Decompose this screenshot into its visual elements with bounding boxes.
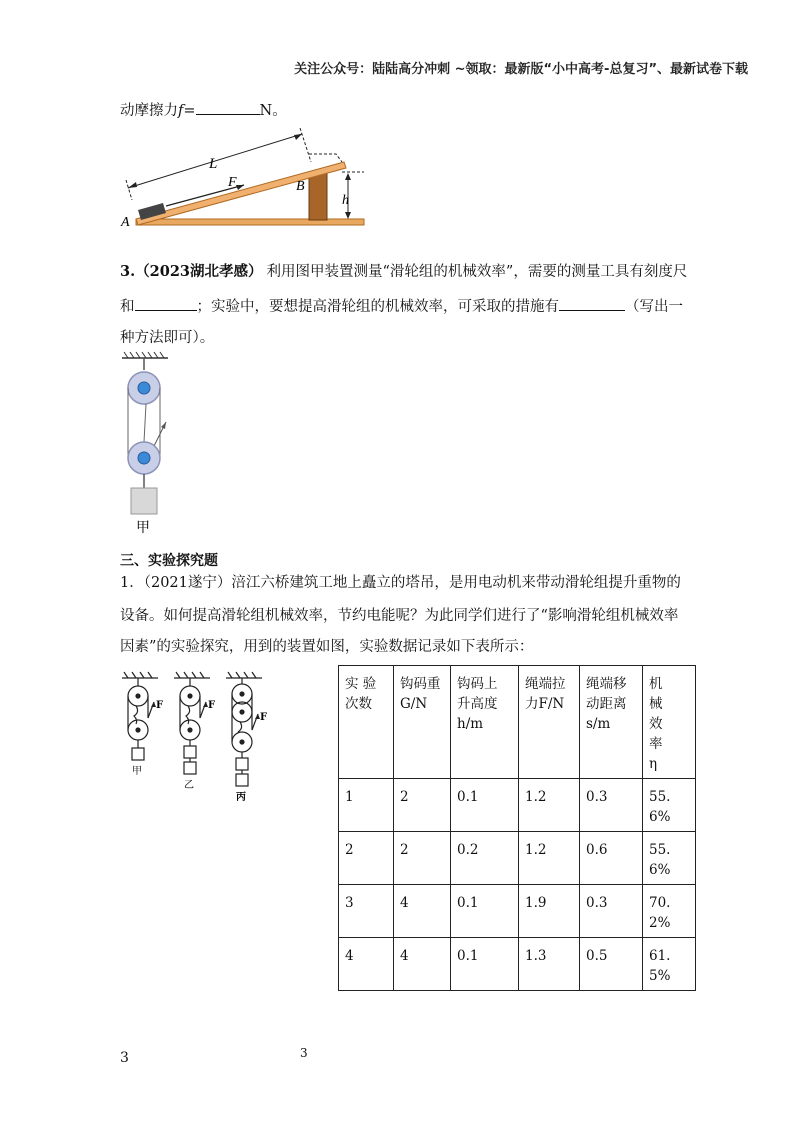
corner-dash <box>309 154 342 162</box>
weight-block <box>131 488 157 514</box>
header-weight: 钩码重 G/N <box>394 666 451 779</box>
ceiling-hatch <box>124 352 164 358</box>
cell: 4 <box>394 938 451 991</box>
cell: 0.1 <box>451 938 519 991</box>
q3-line-2 <box>120 296 683 317</box>
cell: 1.2 <box>519 779 580 832</box>
q1-line-1: 1．（2021遂宁）涪江六桥建筑工地上矗立的塔吊，是用电动机来带动滑轮组提升重物的 <box>120 575 681 591</box>
incline-figure <box>116 124 376 234</box>
q1-line-3: 因素”的实验探究，用到的装置如图，实验数据记录如下表所示： <box>120 639 534 655</box>
friction-eq: = <box>183 103 196 119</box>
friction-var: f <box>178 103 184 119</box>
fixed-pulley-axle <box>138 382 150 394</box>
label-L: L <box>209 156 218 172</box>
friction-unit: N。 <box>259 103 287 119</box>
label-bing: 丙 <box>236 792 246 803</box>
table-row <box>339 885 696 938</box>
friction-prefix: 动摩擦力 <box>120 103 178 119</box>
footer-page-center: 3 <box>300 1046 308 1060</box>
cell: 70.2% <box>643 885 696 938</box>
cell: 0.3 <box>580 885 643 938</box>
cell: 0.2 <box>451 832 519 885</box>
q3-line-3: 种方法即可）。 <box>120 330 215 346</box>
length-dash-left <box>126 180 132 200</box>
pulley-bing <box>232 678 258 786</box>
answer-blank-2 <box>559 296 625 311</box>
q3-text-1: 利用图甲装置测量“滑轮组的机械效率”，需要的测量工具有刻度尺 <box>266 264 688 280</box>
ground-board <box>136 219 364 225</box>
movable-pulley-axle <box>138 452 150 464</box>
header-distance: 绳端移 动距离 s/m <box>580 666 643 779</box>
cell: 2 <box>394 832 451 885</box>
table-row <box>339 779 696 832</box>
answer-blank-1 <box>135 296 197 311</box>
q3-line-1 <box>120 262 687 282</box>
table-row <box>339 938 696 991</box>
cell: 2 <box>394 779 451 832</box>
force-label-bing: F <box>260 712 268 723</box>
length-dash-right <box>300 128 311 162</box>
pulley-yi <box>180 678 206 774</box>
figure-label-jia: 甲 <box>136 520 150 535</box>
table-header-row <box>339 666 696 779</box>
table-row <box>339 832 696 885</box>
length-arrow-right <box>294 134 302 140</box>
friction-question-line <box>120 100 287 121</box>
cell: 55.6% <box>643 832 696 885</box>
force-label-jia: F <box>156 700 164 711</box>
ceilings <box>122 672 262 678</box>
cell: 1.3 <box>519 938 580 991</box>
height-arrow-top <box>345 173 351 180</box>
header-height: 钩码上 升高度 h/m <box>451 666 519 779</box>
q3-text-2a: 和 <box>120 299 135 315</box>
cell: 4 <box>339 938 394 991</box>
pull-arrow-head <box>161 422 166 429</box>
q3-source: （2023湖北孝感） <box>135 263 263 280</box>
label-h: h <box>342 193 349 208</box>
q3-number: 3. <box>120 263 136 280</box>
section-title: 三、实验探究题 <box>120 553 218 569</box>
cell: 61.5% <box>643 938 696 991</box>
cell: 1 <box>339 779 394 832</box>
pulley-figure-jia <box>118 350 178 535</box>
q3-text-2b: ；实验中，要想提高滑轮组的机械效率，可采取的措施有 <box>196 299 559 315</box>
cell: 1.9 <box>519 885 580 938</box>
answer-blank <box>196 100 260 115</box>
footer-page-left: 3 <box>120 1050 129 1066</box>
header-force: 绳端拉 力F/N <box>519 666 580 779</box>
pulley-figures-group <box>118 670 268 830</box>
label-B: B <box>296 179 305 194</box>
label-yi: 乙 <box>184 780 194 791</box>
header-efficiency: 机 械 效 率 η <box>643 666 696 779</box>
experiment-table <box>338 665 696 991</box>
page-header: 关注公众号：陆陆高分冲刺 ~领取：最新版“小中高考-总复习”、最新试卷下载 <box>294 62 748 77</box>
cell: 0.5 <box>580 938 643 991</box>
support-block <box>309 172 327 220</box>
cell: 0.3 <box>580 779 643 832</box>
label-F: F <box>228 175 237 190</box>
cell: 3 <box>339 885 394 938</box>
header-trial: 实 验 次数 <box>339 666 394 779</box>
rope-middle <box>144 404 146 442</box>
q1-line-2: 设备。如何提高滑轮组机械效率，节约电能呢？为此同学们进行了“影响滑轮组机械效率 <box>120 608 679 624</box>
cell: 0.6 <box>580 832 643 885</box>
q3-text-2c: （写出一 <box>625 299 683 315</box>
label-A: A <box>121 215 130 230</box>
length-arrow-left <box>128 182 137 188</box>
height-arrow-bottom <box>345 212 351 219</box>
label-jia: 甲 <box>132 766 142 777</box>
cell: 0.1 <box>451 779 519 832</box>
force-label-yi: F <box>208 700 216 711</box>
cell: 1.2 <box>519 832 580 885</box>
cell: 2 <box>339 832 394 885</box>
pulley-jia <box>128 678 154 760</box>
cell: 0.1 <box>451 885 519 938</box>
cell: 4 <box>394 885 451 938</box>
cell: 55.6% <box>643 779 696 832</box>
